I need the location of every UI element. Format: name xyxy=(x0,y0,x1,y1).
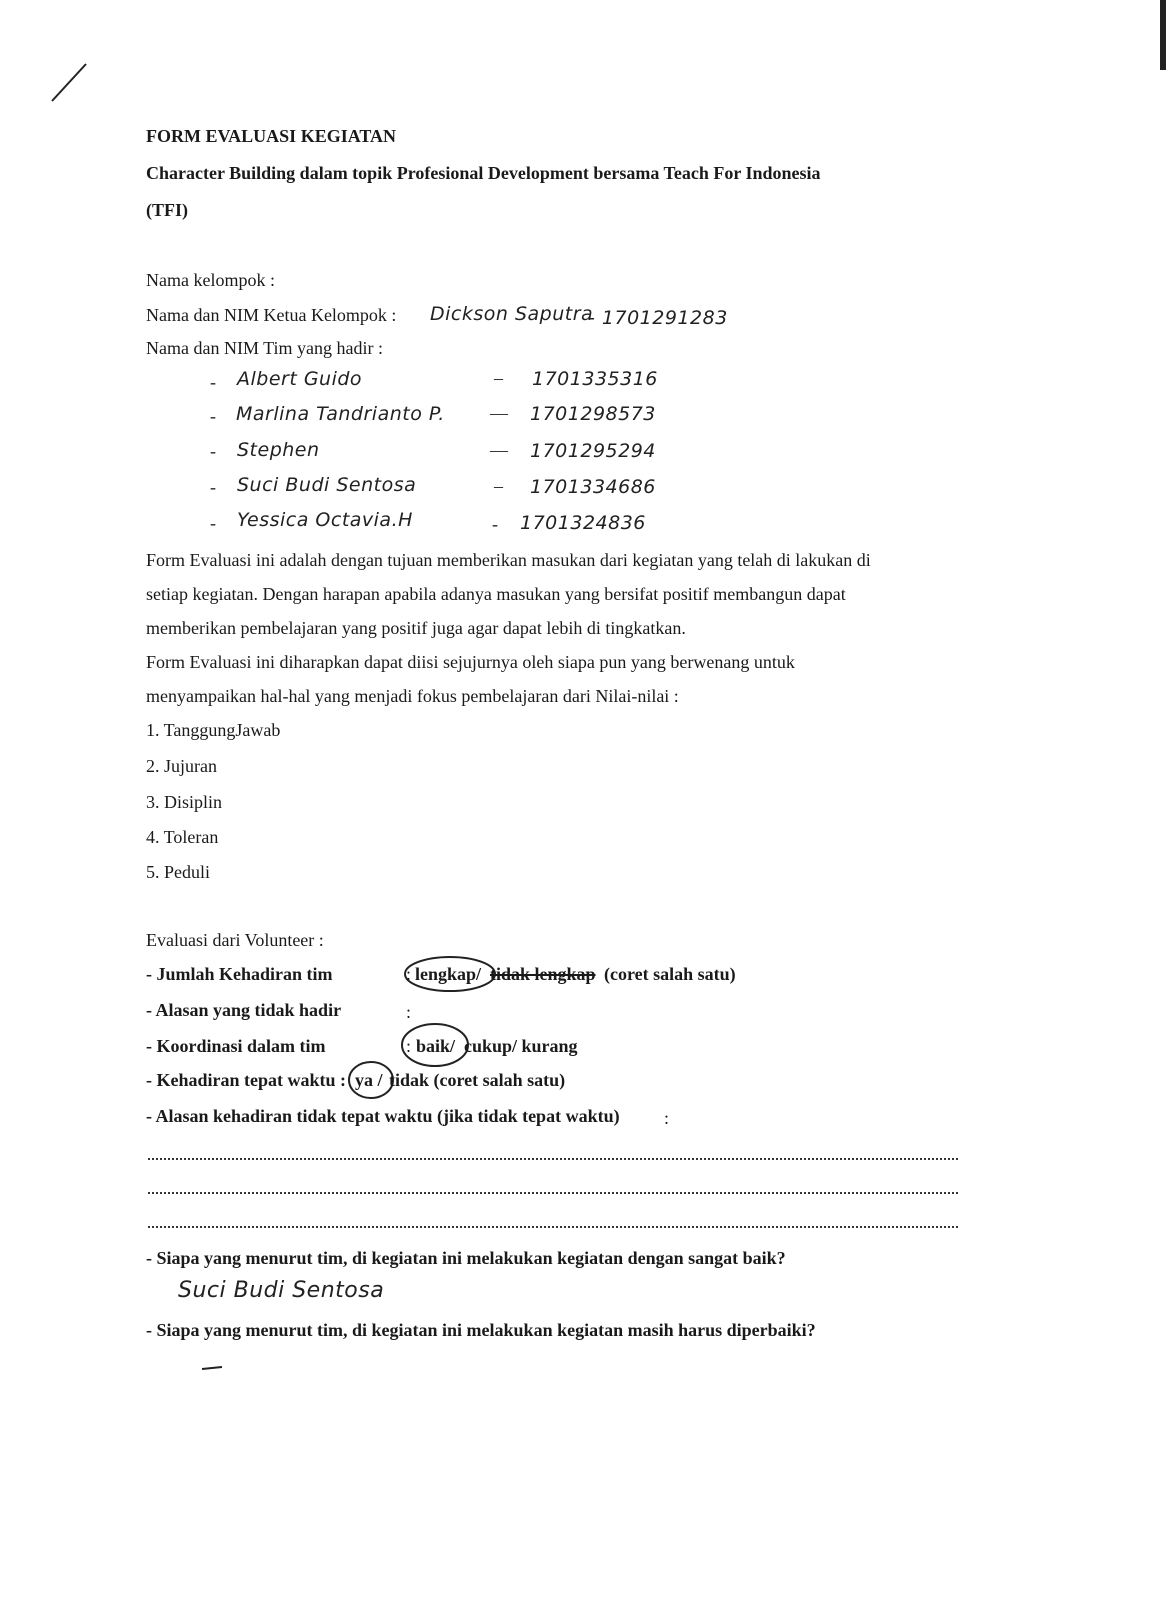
kehadiran-colon: : xyxy=(406,964,412,984)
member-bullet: - xyxy=(210,477,216,497)
ketua-name: Dickson Saputra xyxy=(430,303,594,325)
intro-p1-line2: setiap kegiatan. Dengan harapan apabila adanya masukan yang bersifat positif membangun dapat xyxy=(146,584,846,604)
kehadiran-note: (coret salah satu) xyxy=(604,964,736,984)
question-sangat-baik: - Siapa yang menurut tim, di kegiatan ini melakukan kegiatan dengan sangat baik? xyxy=(146,1248,786,1268)
member-dash: – xyxy=(494,368,503,388)
koordinasi-colon: : xyxy=(406,1036,412,1056)
member-nim: 1701295294 xyxy=(530,440,656,462)
kehadiran-label: - Jumlah Kehadiran tim xyxy=(146,964,333,984)
nama-kelompok-label: Nama kelompok : xyxy=(146,270,275,290)
member-name: Marlina Tandrianto P. xyxy=(236,403,445,425)
tepat-waktu-label: - Kehadiran tepat waktu : xyxy=(146,1070,347,1090)
answer-sangat-baik: Suci Budi Sentosa xyxy=(178,1278,385,1303)
tepat-waktu-other: tidak (coret salah satu) xyxy=(389,1070,566,1090)
form-subtitle-line1: Character Building dalam topik Profesional Development bersama Teach For Indonesia xyxy=(146,163,821,183)
member-dash: — xyxy=(490,403,508,423)
member-dash: — xyxy=(490,440,508,460)
kehadiran-option-lengkap[interactable]: lengkap/ xyxy=(415,964,482,984)
evaluation-header: Evaluasi dari Volunteer : xyxy=(146,930,324,950)
intro-p2-line2: menyampaikan hal-hal yang menjadi fokus pembelajaran dari Nilai-nilai : xyxy=(146,686,679,706)
member-bullet: - xyxy=(210,406,216,426)
question-diperbaiki: - Siapa yang menurut tim, di kegiatan ini melakukan kegiatan masih harus diperbaiki? xyxy=(146,1320,816,1340)
member-dash: - xyxy=(492,514,498,534)
member-name: Stephen xyxy=(237,439,320,461)
member-nim: 1701335316 xyxy=(532,368,658,390)
value-item: 5. Peduli xyxy=(146,862,211,882)
member-bullet: - xyxy=(210,513,216,533)
koordinasi-label: - Koordinasi dalam tim xyxy=(146,1036,326,1056)
scan-edge xyxy=(1160,0,1166,70)
alasan-tidak-hadir-colon: : xyxy=(406,1002,412,1022)
member-name: Suci Budi Sentosa xyxy=(237,474,417,496)
dotted-answer-line[interactable] xyxy=(148,1158,958,1164)
answer-diperbaiki xyxy=(204,1354,224,1376)
value-item: 1. TanggungJawab xyxy=(146,720,281,740)
member-name: Yessica Octavia.H xyxy=(237,509,413,531)
alasan-tepat-waktu-label: - Alasan kehadiran tidak tepat waktu (jika tidak tepat waktu) xyxy=(146,1106,620,1126)
alasan-tidak-hadir-label: - Alasan yang tidak hadir xyxy=(146,1000,342,1020)
tim-label: Nama dan NIM Tim yang hadir : xyxy=(146,338,383,358)
value-item: 3. Disiplin xyxy=(146,792,223,812)
intro-p2-line1: Form Evaluasi ini diharapkan dapat diisi sejujurnya oleh siapa pun yang berwenang untuk xyxy=(146,652,795,672)
ketua-nim: - 1701291283 xyxy=(588,307,728,329)
alasan-tepat-waktu-colon: : xyxy=(664,1108,670,1128)
koordinasi-other-options: cukup/ kurang xyxy=(464,1036,578,1056)
member-nim: 1701324836 xyxy=(520,512,646,534)
tepat-waktu-option-ya[interactable]: ya / xyxy=(355,1070,383,1090)
form-title: FORM EVALUASI KEGIATAN xyxy=(146,126,397,146)
dotted-answer-line[interactable] xyxy=(148,1192,958,1198)
intro-p1-line1: Form Evaluasi ini adalah dengan tujuan memberikan masukan dari kegiatan yang telah di lakukan di xyxy=(146,550,871,570)
dotted-answer-line[interactable] xyxy=(148,1226,958,1232)
form-subtitle-line2: (TFI) xyxy=(146,200,188,220)
kehadiran-option-tidak-lengkap[interactable]: tidak lengkap xyxy=(490,964,596,984)
intro-p1-line3: memberikan pembelajaran yang positif juga agar dapat lebih di tingkatkan. xyxy=(146,618,686,638)
member-name: Albert Guido xyxy=(237,368,363,390)
member-nim: 1701298573 xyxy=(530,403,656,425)
value-item: 4. Toleran xyxy=(146,827,219,847)
koordinasi-option-baik[interactable]: baik/ xyxy=(416,1036,456,1056)
ketua-label: Nama dan NIM Ketua Kelompok : xyxy=(146,305,397,325)
value-item: 2. Jujuran xyxy=(146,756,217,776)
member-dash: – xyxy=(494,476,503,496)
member-bullet: - xyxy=(210,372,216,392)
member-nim: 1701334686 xyxy=(530,476,656,498)
member-bullet: - xyxy=(210,441,216,461)
